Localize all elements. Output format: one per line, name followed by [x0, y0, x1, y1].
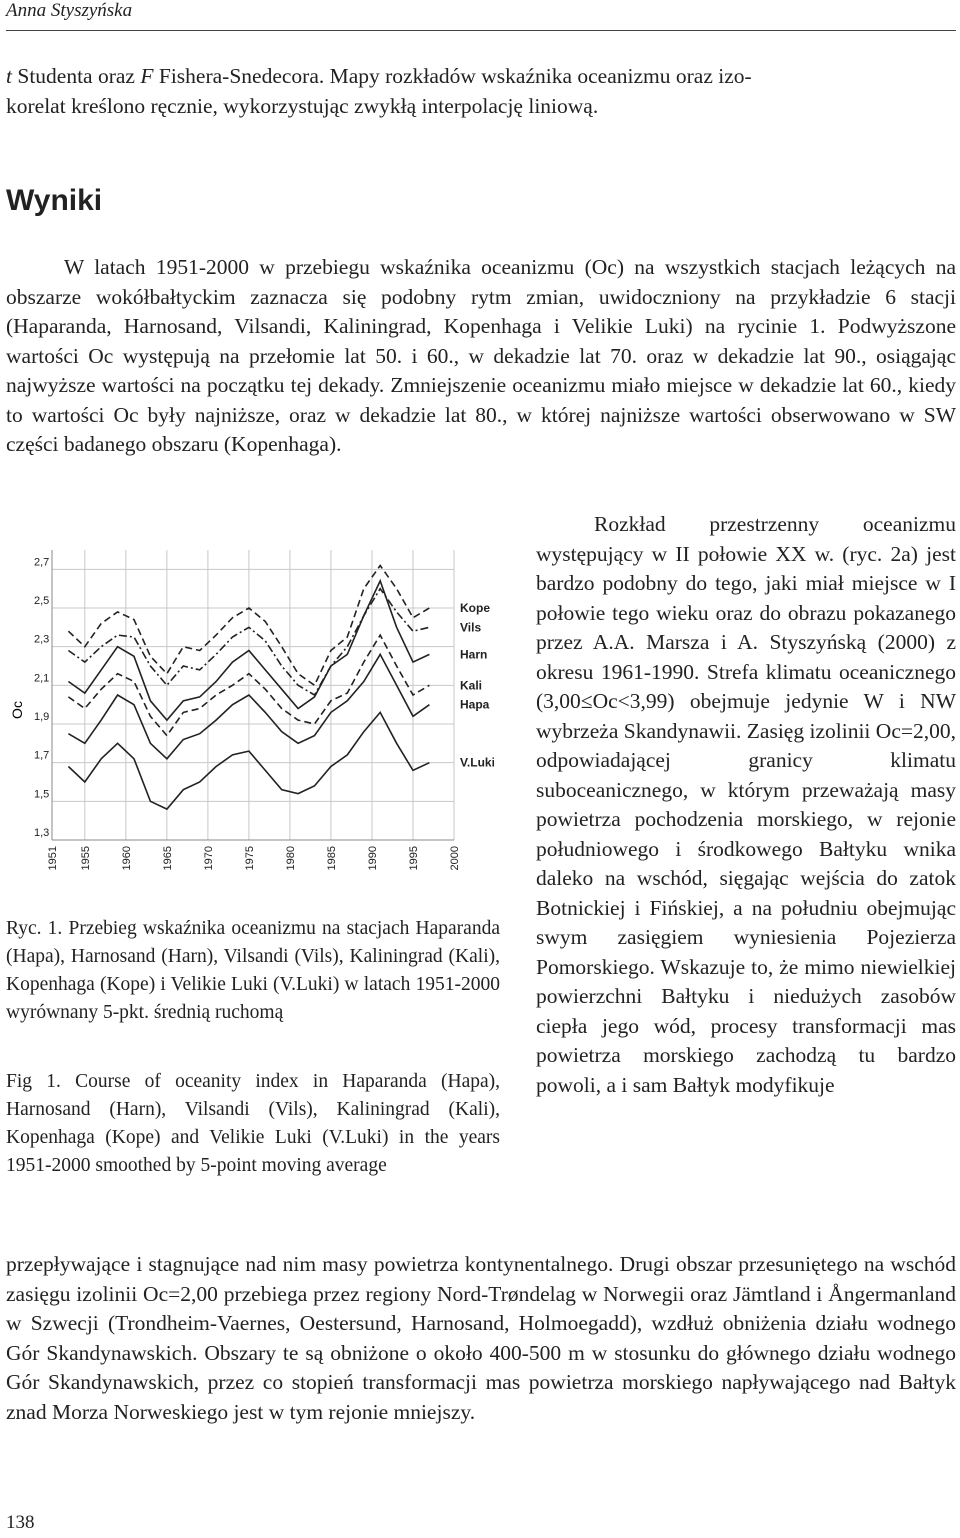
results-paragraph-2-column: Rozkład przestrzenny oceanizmu występujący w II połowie XX w. (ryc. 2a) jest bardzo podobny do tego, jaki miał miejsce w I połowie tego wieku oraz do obrazu pokazanego przez A.A. Marsza i A. Styszyńską (2000) z okresu 1961-1990. Strefa klimatu oceanicznego (3,00≤Oc<3,99) obejmuje jedynie W i NW wybrzeża Skandynawii. Zasięg izolinii Oc=2,00, odpowiadającej granicy klimatu suboceanicznego, w którym przeważają masy powietrza pochodzenia morskiego, w rejonie południowego i środkowego Bałtyku wnika daleko na wschód, sięgając wejścia do zatok Botnickiej i Fińskiej, a na południu obejmując swym zasięgiem wyniesienia Pojezierza Pomorskiego. Wskazuje to, że mimo niewielkiej powierzchni Bałtyku i niedużych zasobów ciepła jego wód, procesy transformacji mas powietrza morskiego zachodzą tu bardzo powoli, a i sam Bałtyk modyfikuje: [536, 512, 956, 1097]
legend-label: Vils: [460, 620, 482, 635]
intro-f-italic: F: [140, 64, 154, 88]
y-tick-label: 2,5: [34, 595, 50, 607]
y-tick-label: 2,1: [34, 672, 50, 685]
x-tick-label: 1995: [407, 846, 420, 870]
page-number: 138: [6, 1512, 35, 1533]
legend-label: V.Luki: [460, 755, 494, 770]
intro-text-a: Studenta oraz: [11, 64, 141, 88]
running-header-author: Anna Styszyńska: [6, 0, 133, 21]
intro-paragraph: [6, 62, 956, 121]
x-tick-label: 1951: [47, 846, 59, 870]
x-tick-label: 1965: [161, 846, 174, 870]
results-paragraph-2-continued: przepływające i stagnujące nad nim masy powietrza kontynentalnego. Drugi obszar przesuniętego na wschód zasięgu izolinii Oc=2,00 przebiega przez regiony Nord-Trøndelag w Norwegii oraz Jämtland i Ångermanland w Szwecji (Trondheim-Vaernes, Oestersund, Harnosand, Holmoegadd), wzdłuż obniżenia działu wodnego Gór Skandynawskich. Obszary te są obniżone o około 400-500 m w stosunku do głównego działu wodnego Gór Skandynawskich, przez co stopień transformacji mas powietrza morskiego napływającego nad Bałtyk znad Morza Norweskiego jest w tym rejonie mniejszy.: [6, 1252, 956, 1424]
x-tick-label: 1960: [120, 846, 133, 870]
x-tick-label: 1970: [202, 846, 215, 870]
y-tick-label: 1,7: [34, 749, 50, 762]
y-tick-label: 1,9: [34, 711, 50, 723]
oceanity-chart: [4, 540, 494, 870]
intro-text-c: korelat kreślono ręcznie, wykorzystując zwykłą interpolację liniową.: [6, 93, 599, 118]
x-tick-label: 1985: [325, 846, 338, 870]
y-axis-label: Oc: [9, 701, 25, 719]
x-tick-label: 1980: [284, 846, 297, 870]
intro-t-italic: t: [6, 64, 12, 88]
legend-label: Hapa: [460, 697, 490, 712]
x-tick-label: 1975: [243, 846, 256, 870]
legend-label: Kope: [460, 601, 490, 615]
x-tick-label: 1955: [79, 846, 92, 870]
y-tick-label: 2,3: [34, 633, 50, 646]
figure-caption-en: Fig 1. Course of oceanity index in Haparanda (Hapa), Harnosand (Harn), Vilsandi (Vils), Kaliningrad (Kali), Kopenhaga (Kope) and Velikie Luki (V.Luki) in the years 1951-2000 smoothed by 5-point moving average: [6, 1071, 500, 1176]
section-heading: Wyniki: [6, 184, 103, 217]
legend-label: Kali: [460, 678, 483, 693]
figure-caption-pl: Ryc. 1. Przebieg wskaźnika oceanizmu na stacjach Haparanda (Hapa), Harnosand (Harn), Vilsandi (Vils), Kaliningrad (Kali), Kopenhaga (Kope) i Velikie Luki (V.Luki) w latach 1951-2000 wyrównany 5-pkt. średnią ruchomą: [6, 918, 500, 1023]
legend-label: Harn: [460, 647, 488, 662]
y-tick-label: 1,3: [34, 827, 50, 839]
header-rule: [6, 30, 956, 31]
y-tick-label: 1,5: [34, 788, 50, 801]
results-paragraph-1: W latach 1951-2000 w przebiegu wskaźnika oceanizmu (Oc) na wszystkich stacjach leżących na obszarze wokółbałtyckim zaznacza się podobny rytm zmian, uwidoczniony na przykładzie 6 stacji (Haparanda, Harnosand, Vilsandi, Kaliningrad, Kopenhaga i Velikie Luki) na rycinie 1. Podwyższone wartości Oc występują na przełomie lat 50. i 60., w dekadzie lat 70. oraz w dekadzie lat 90., osiągając najwyższe wartości na początku tej dekady. Zmniejszenie oceanizmu miało miejsce w dekadzie lat 60., kiedy to wartości Oc były najniższe, oraz w dekadzie lat 80., w której najniższe wartości obserwowano w SW części badanego obszaru (Kopenhaga).: [6, 255, 956, 456]
x-tick-label: 1990: [366, 846, 379, 870]
y-tick-label: 2,7: [34, 556, 50, 569]
oceanity-chart-svg: [4, 540, 494, 870]
intro-text-b: Fishera-Snedecora. Mapy rozkładów wskaźnika oceanizmu oraz izo-: [153, 64, 752, 88]
x-tick-label: 2000: [449, 846, 461, 870]
